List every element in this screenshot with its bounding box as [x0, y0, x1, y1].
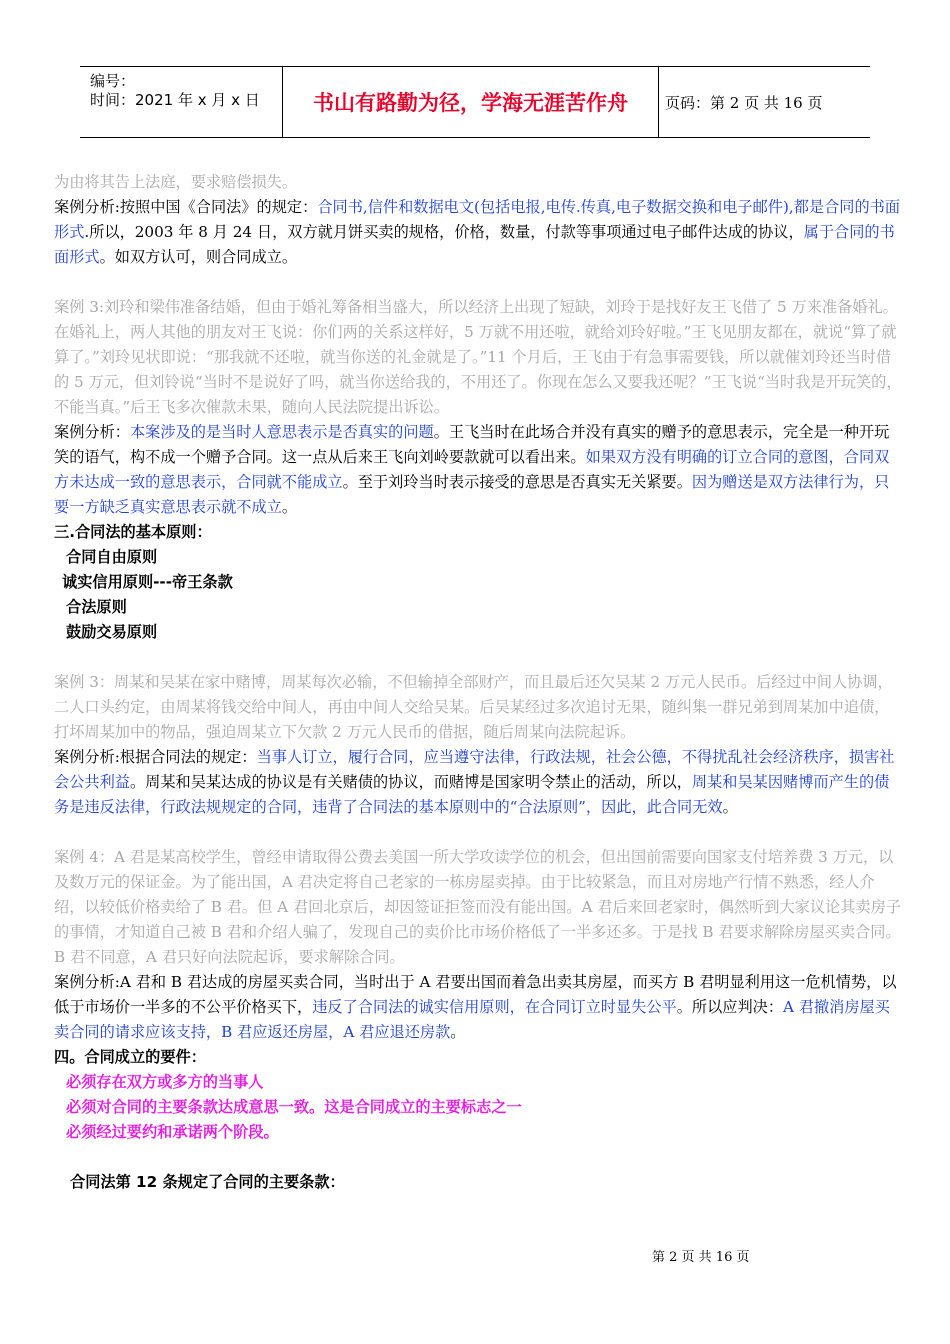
text: 。	[722, 798, 738, 816]
highlight-text: 本案涉及的是当时人意思表示是否真实的问题	[129, 423, 434, 441]
text: 案例分析:A 君和 B 君达成的房屋买卖合同，当时出于 A 君要出国而着急出卖其房屋，而买方 B 君明显利用这一危机情势，以低于市场价一半多的不公平价格买下，	[54, 973, 897, 1016]
text: 案例分析:根据合同法的规定：	[54, 748, 257, 766]
case-paragraph: 案例 3:刘玲和梁伟准备结婚，但由于婚礼筹备相当盛大，所以经济上出现了短缺，刘玲于是找好友王飞借了 5 万来准备婚礼。在婚礼上，两人其他的朋友对王飞说：你们两的关系这样好，5 万就不用还啦，就给刘玲好啦。”王飞见朋友都在，就说“算了就算了。”刘玲见状即说：“那我就不还啦，就当你送的礼金就是了。”11 个月后，王飞由于有急事需要钱，所以就催刘玲还当时借的 5 万元，但刘铃说“当时不是说好了吗，就当你送给我的，不用还了。你现在怎么又要我还呢？”王飞说“当时我是开玩笑的，不能当真。”后王飞多次催款未果，随向人民法院提出诉讼。	[54, 298, 902, 416]
highlight-text: 当事人订立，履行合同，应当遵守法律，行政法规，社会公德，不得扰乱社会经济秩序，损害社会公共利益	[54, 748, 895, 791]
text: .所以，2003 年 8 月 24 日，双方就月饼买卖的规格，价格，数量，付款等事项通过电子邮件达成的协议，	[84, 223, 804, 241]
header-page-cell	[660, 67, 870, 137]
section-title: 四。合同成立的要件：	[54, 1048, 206, 1066]
case-analysis-paragraph	[54, 420, 904, 520]
case-paragraph: 案例 4：A 君是某高校学生，曾经申请取得公费去美国一所大学攻读学位的机会，但出国前需要向国家支付培养费 3 万元，以及数万元的保证金。为了能出国，A 君决定将自己老家的一栋房屋卖掉。由于比较紧急，而且对房地产行情不熟悉，经人介绍，以较低价格卖给了 B 君。但 A 君回北京后，却因签证拒签而没有能出国。A 君后来回老家时，偶然听到大家议论其卖房子的事情，才知道自己被 B 君和介绍人骗了，发现自己的卖价比市场价格低了一半多还多。于是找 B 君要求解除房屋买卖合同。B 君不同意，A 君只好向法院起诉，要求解除合同。	[54, 848, 901, 966]
text: 。周某和吴某达成的协议是有关赌债的协议，而赌博是国家明令禁止的活动，所以，	[129, 773, 692, 791]
section-title: 三.合同法的基本原则：	[54, 523, 212, 541]
page-footer: 第 2 页 共 16 页	[652, 1250, 750, 1265]
highlight-text: 合同书,信件和数据电文(包括电报,电传.传真,电子数据交换和电子邮件),都是合同的书面形式	[54, 198, 901, 241]
highlight-text: 周某和吴某因赌博而产生的债务是违反法律，行政法规规定的合同，违背了合同法的基本原则中的“合法原则”，因此，此合同无效	[54, 773, 890, 816]
principle-item: 诚实信用原则---帝王条款	[62, 573, 233, 591]
header-motto-cell	[282, 67, 659, 137]
page-label: 页码：第 2 页 共 16 页	[665, 93, 823, 112]
principle-item: 合同自由原则	[66, 548, 158, 566]
motto: 书山有路勤为径，学海无涯苦作舟	[313, 91, 628, 115]
case-analysis-paragraph	[54, 195, 904, 270]
number-label: 编号：	[90, 72, 136, 90]
highlight-text: A 君撤消房屋买卖合同的请求应该支持，B 君应返还房屋，A 君应退还房款	[54, 998, 890, 1041]
text: 。如双方认可，则合同成立。	[99, 248, 297, 266]
article-heading: 合同法第 12 条规定了合同的主要条款：	[70, 1173, 345, 1191]
text: 案例分析：	[54, 423, 130, 441]
highlight-text: 违反了合同法的诚实信用原则，在合同订立时显失公平	[312, 998, 677, 1016]
header-left	[80, 67, 280, 137]
case-paragraph: 案例 3：周某和吴某在家中赌博，周某每次必输，不但输掉全部财产，而且最后还欠吴某 2 万元人民币。后经过中间人协调，二人口头约定，由周某将钱交给中间人，再由中间人交给吴某。后吴某经过多次追讨无果，随纠集一群兄弟到周某加中追债，打坏周某加中的物品，强迫周某立下欠款 2 万元人民币的借据，随后周某向法院起诉。	[54, 673, 893, 741]
time-label: 时间：2021 年 x 月 x 日	[90, 91, 260, 109]
requirement-item: 必须经过要约和承诺两个阶段。	[66, 1123, 279, 1141]
paragraph: 为由将其告上法庭，要求赔偿损失。	[54, 173, 297, 191]
highlight-text: 如果双方没有明确的订立合同的意图，合同双方未达成一致的意思表示，合同就不能成立	[54, 448, 890, 491]
principle-item: 鼓励交易原则	[66, 623, 158, 641]
page-header	[80, 66, 870, 138]
text: 。	[281, 498, 297, 516]
text: 。	[450, 1023, 466, 1041]
highlight-text: 属于合同的书面形式	[54, 223, 895, 266]
text: 。王飞当时在此场合并没有真实的赠予的意思表示，完全是一种开玩笑的语气，构不成一个赠予合同。这一点从后来王飞向刘岭要款就可以看出来。	[54, 423, 890, 466]
text: 。至于刘玲当时表示接受的意思是否真实无关紧要。	[342, 473, 692, 491]
highlight-text: 因为赠送是双方法律行为，只要一方缺乏真实意思表示就不成立	[54, 473, 890, 516]
case-analysis-paragraph	[54, 970, 904, 1045]
case-analysis-paragraph	[54, 745, 904, 820]
text: 案例分析:按照中国《合同法》的规定：	[54, 198, 318, 216]
text: 。所以应判决：	[676, 998, 783, 1016]
requirement-item: 必须对合同的主要条款达成意思一致。这是合同成立的主要标志之一	[66, 1098, 522, 1116]
principle-item: 合法原则	[66, 598, 127, 616]
requirement-item: 必须存在双方或多方的当事人	[66, 1073, 264, 1091]
document-body	[54, 170, 904, 1195]
